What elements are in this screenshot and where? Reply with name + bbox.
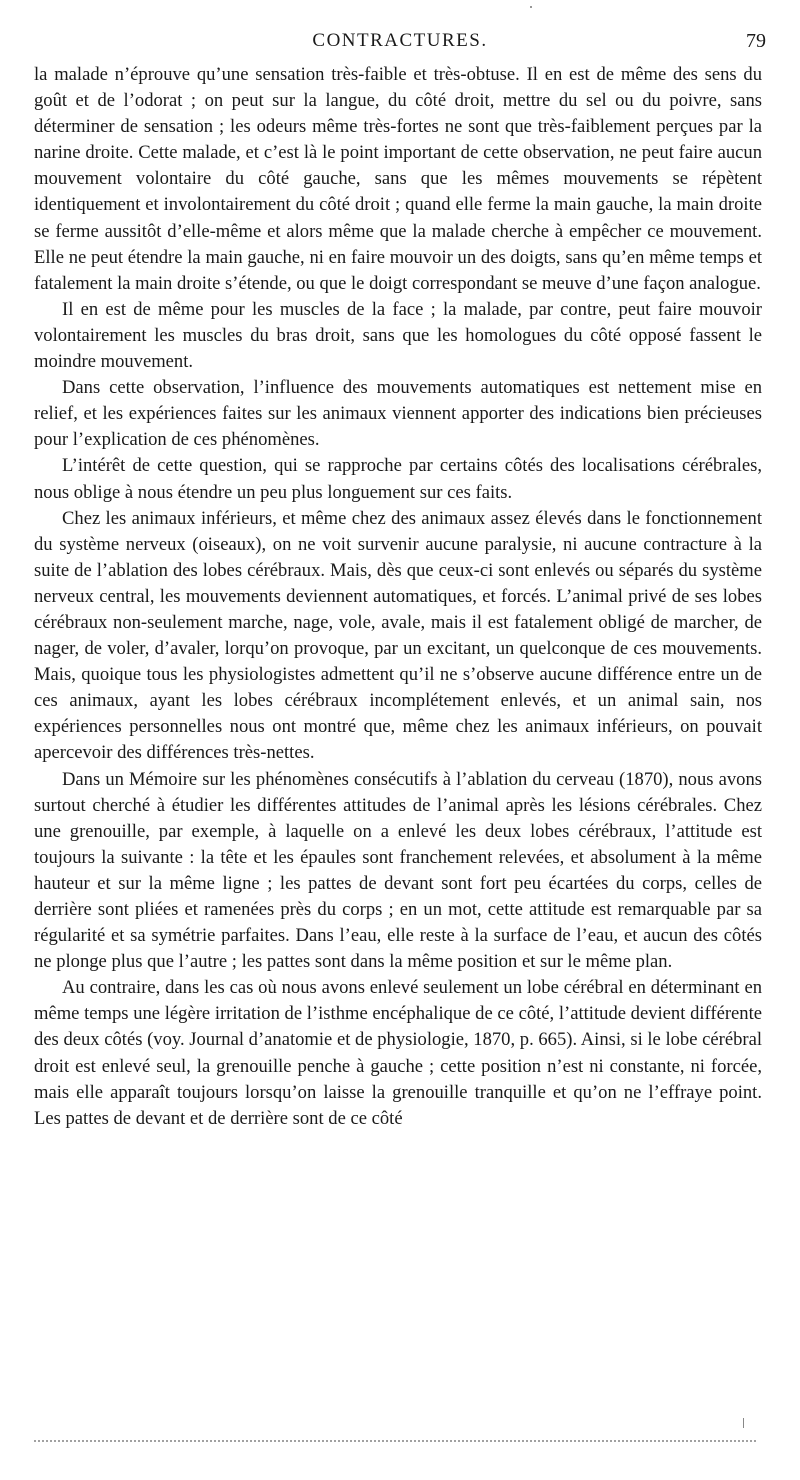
running-head bbox=[34, 30, 766, 56]
paragraph-6: Dans un Mémoire sur les phénomènes consécutifs à l’ablation du cerveau (1870), nous avons surtout cherché à étudier les différentes attitudes de l’animal après les lésions cérébrales. Chez une grenouille, par exemple, à laquelle on a enlevé les deux lobes cérébraux, l’attitude est toujours la suivante : la tête et les épaules sont franchement relevées, et absolument à la même hauteur et sur la même ligne ; les pattes de devant sont fort peu écartées du corps, celles de derrière sont pliées et ramenées près du corps ; en un mot, cette attitude est remarquable par sa régularité et sa symétrie parfaites. Dans l’eau, elle reste à la surface de l’eau, et aucun des côtés ne plonge plus que l’autre ; les pattes sont dans la même position et sur le même plan. bbox=[34, 768, 762, 973]
paragraph-2: Il en est de même pour les muscles de la face ; la malade, par contre, peut faire mouvoir volontairement les muscles du bras droit, sans que les homologues du côté opposé fassent le moindre mouvement. bbox=[34, 298, 762, 373]
print-speck bbox=[530, 6, 532, 8]
paragraph-5: Chez les animaux inférieurs, et même chez des animaux assez élevés dans le fonctionnement du système nerveux (oiseaux), on ne voit survenir aucune paralysie, ni aucune contracture à la suite de l’ablation des lobes cérébraux. Mais, dès que ceux-ci sont enlevés ou séparés du système nerveux central, les mouvements deviennent automatiques, et forcés. L’animal privé de ses lobes cérébraux non-seulement marche, nage, vole, avale, mais il est fatalement obligé de marcher, de nager, de voler, d’avaler, lorqu’on provoque, par un excitant, un quelconque de ces mouvements. Mais, quoique tous les physiologistes admettent qu’il ne s’observe aucune différence entre un de ces animaux, ayant les lobes cérébraux incomplétement enlevés, et un animal sain, nos expériences personnelles nous ont montré que, même chez les animaux inférieurs, on pouvait apercevoir des différences très-nettes. bbox=[34, 507, 762, 764]
paragraph-7: Au contraire, dans les cas où nous avons enlevé seulement un lobe cérébral en déterminant en même temps une légère irritation de l’isthme encéphalique de ce côté, l’attitude devient différente des deux côtés (voy. Journal d’anatomie et de physiologie, 1870, p. 665). Ainsi, si le lobe cérébral droit est enlevé seul, la grenouille penche à gauche ; cette position n’est ni constante, ni forcée, mais elle apparaît toujours lorsqu’on laisse la grenouille tranquille et qu’on ne l’effraye point. Les pattes de devant et de derrière sont de ce côté bbox=[34, 977, 762, 1129]
page-number: 79 bbox=[746, 30, 766, 52]
body-text bbox=[34, 62, 762, 1132]
bottom-dotted-rule bbox=[34, 1440, 756, 1442]
paragraph-4: L’intérêt de cette question, qui se rapproche par certains côtés des localisations cérébrales, nous oblige à nous étendre un peu plus longuement sur ces faits. bbox=[34, 455, 762, 503]
paragraph-3: Dans cette observation, l’influence des mouvements automatiques est nettement mise en relief, et les expériences faites sur les animaux viennent apporter des indications bien précieuses pour l’explication de ces phénomènes. bbox=[34, 377, 762, 451]
paragraph-1: la malade n’éprouve qu’une sensation très-faible et très-obtuse. Il en est de même des sens du goût et de l’odorat ; on peut sur la langue, du côté droit, mettre du sel ou du poivre, sans déterminer de sensation ; les odeurs même très-fortes ne sont que très-faiblement perçues par la narine droite. Cette malade, et c’est là le point important de cette observation, ne peut faire aucun mouvement volontaire du côté gauche, sans que les mêmes mouvements se répètent identiquement et involontairement du côté droit ; quand elle ferme la main gauche, la main droite se ferme aussitôt d’elle-même et alors même que la malade cherche à empêcher ce mouvement. Elle ne peut étendre la main gauche, ni en faire mouvoir un des doigts, sans qu’en même temps et fatalement la main droite s’étende, ou que le doigt correspondant se meuve d’une façon analogue. bbox=[34, 64, 762, 294]
running-title: CONTRACTURES. bbox=[312, 30, 488, 51]
margin-mark bbox=[743, 1418, 744, 1428]
